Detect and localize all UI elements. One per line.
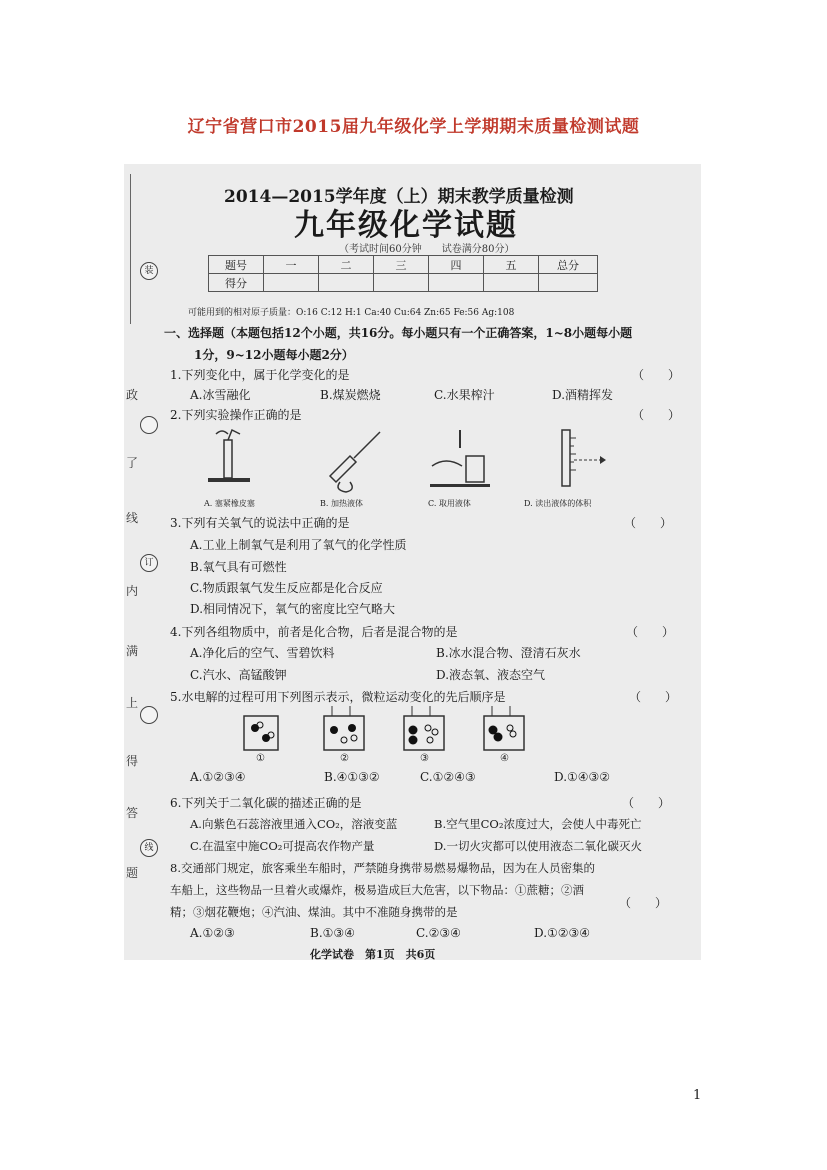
score-cell: 二 <box>319 256 374 274</box>
q5-label-2: ② <box>340 753 349 764</box>
apparatus-c-illustration <box>426 426 496 496</box>
q1-option-c: C.水果榨汁 <box>434 388 495 402</box>
apparatus-b-illustration <box>320 426 390 496</box>
q8-option-c: C.②③④ <box>416 926 461 940</box>
section-1-heading-cont: 1分，9~12小题每小题2分） <box>194 348 354 362</box>
q1-option-b: B.煤炭燃烧 <box>320 388 381 402</box>
margin-char: 得 <box>126 754 139 768</box>
binding-seal-3: 线 <box>140 839 158 857</box>
atomic-masses: 可能用到的相对原子质量：O:16 C:12 H:1 Ca:40 Cu:64 Zn:65 Fe:56 Ag:108 <box>188 308 515 318</box>
q2-caption-b: B. 加热液体 <box>320 499 363 508</box>
scanned-exam-image <box>124 164 701 960</box>
score-cell: 得分 <box>209 274 264 292</box>
score-cell: 三 <box>374 256 429 274</box>
q3-option-d: D.相同情况下，氧气的密度比空气略大 <box>190 602 396 616</box>
q5-stem: 5.水电解的过程可用下列图示表示，微粒运动变化的先后顺序是 <box>170 690 506 704</box>
score-cell <box>374 274 429 292</box>
score-table <box>208 255 598 292</box>
q1-option-a: A.冰雪融化 <box>190 388 251 402</box>
margin-char: 政 <box>126 388 139 402</box>
page-number: 1 <box>693 1088 702 1103</box>
q1-option-d: D.酒精挥发 <box>552 388 614 402</box>
binding-seal-1: 装 <box>140 262 158 280</box>
q5-diagram-4 <box>482 704 528 752</box>
exam-meta: （考试时间60分钟 试卷满分80分） <box>339 244 515 255</box>
score-cell <box>429 274 484 292</box>
q1-answer-paren: （ ） <box>632 368 681 382</box>
score-cell <box>319 274 374 292</box>
q6-option-a: A.向紫色石蕊溶液里通入CO₂，溶液变蓝 <box>190 817 398 831</box>
q2-caption-d: D. 读出液体的体积 <box>524 499 592 508</box>
q3-option-b: B.氧气具有可燃性 <box>190 560 287 574</box>
q2-caption-c: C. 取用液体 <box>428 499 471 508</box>
q5-option-c: C.①②④③ <box>420 770 476 784</box>
margin-char: 答 <box>126 806 139 820</box>
binding-seal-empty-1 <box>140 416 158 434</box>
score-cell <box>484 274 539 292</box>
score-cell: 题号 <box>209 256 264 274</box>
q4-option-a: A.净化后的空气、雪碧饮料 <box>190 646 335 660</box>
score-table-row <box>209 274 598 292</box>
q6-option-c: C.在温室中施CO₂可提高农作物产量 <box>190 839 375 853</box>
q5-diagram-1 <box>242 712 282 752</box>
q5-option-d: D.①④③② <box>554 770 611 784</box>
q8-stem-line-1: 8.交通部门规定，旅客乘坐车船时，严禁随身携带易燃易爆物品，因为在人员密集的 <box>170 861 595 875</box>
q5-diagram-2 <box>322 704 368 752</box>
margin-char: 题 <box>126 866 139 880</box>
q2-stem: 2.下列实验操作正确的是 <box>170 408 302 422</box>
q5-label-4: ④ <box>500 753 509 764</box>
margin-char: 线 <box>126 511 139 525</box>
apparatus-d-illustration <box>544 426 614 496</box>
score-cell: 总分 <box>539 256 598 274</box>
q1-stem: 1.下列变化中，属于化学变化的是 <box>170 368 350 382</box>
q5-diagram-3 <box>402 704 448 752</box>
score-cell <box>264 274 319 292</box>
q5-answer-paren: （ ） <box>629 690 678 704</box>
q3-option-c: C.物质跟氧气发生反应都是化合反应 <box>190 581 383 595</box>
exam-title: 九年级化学试题 <box>294 208 518 243</box>
section-1-heading: 一、选择题（本题包括12个小题，共16分。每小题只有一个正确答案，1~8小题每小题 <box>164 326 633 340</box>
q4-option-c: C.汽水、高锰酸钾 <box>190 668 287 682</box>
score-cell: 一 <box>264 256 319 274</box>
q8-stem-line-3: 精；③烟花鞭炮；④汽油、煤油。其中不准随身携带的是 <box>170 905 458 919</box>
q6-option-d: D.一切火灾都可以使用液态二氧化碳灭火 <box>434 839 642 853</box>
q5-option-b: B.④①③② <box>324 770 380 784</box>
q5-label-3: ③ <box>420 753 429 764</box>
binding-margin-line <box>130 174 131 324</box>
q2-answer-paren: （ ） <box>632 408 681 422</box>
score-cell <box>539 274 598 292</box>
binding-seal-empty-2 <box>140 706 158 724</box>
q3-option-a: A.工业上制氧气是利用了氧气的化学性质 <box>190 538 407 552</box>
q4-option-d: D.液态氧、液态空气 <box>436 668 546 682</box>
q8-option-b: B.①③④ <box>310 926 355 940</box>
q4-option-b: B.冰水混合物、澄清石灰水 <box>436 646 581 660</box>
q3-stem: 3.下列有关氧气的说法中正确的是 <box>170 516 350 530</box>
q6-option-b: B.空气里CO₂浓度过大，会使人中毒死亡 <box>434 817 642 831</box>
exam-footer: 化学试卷 第1页 共6页 <box>310 948 436 960</box>
q8-stem-line-2: 车船上，这些物品一旦着火或爆炸，极易造成巨大危害，以下物品：①蔗糖；②酒 <box>170 883 584 897</box>
margin-char: 了 <box>126 456 139 470</box>
score-cell: 五 <box>484 256 539 274</box>
q4-answer-paren: （ ） <box>626 625 675 639</box>
q8-option-a: A.①②③ <box>190 926 235 940</box>
q2-caption-a: A. 塞紧橡皮塞 <box>204 499 255 508</box>
margin-char: 上 <box>126 696 139 710</box>
score-cell: 四 <box>429 256 484 274</box>
q6-stem: 6.下列关于二氧化碳的描述正确的是 <box>170 796 362 810</box>
q5-option-a: A.①②③④ <box>190 770 246 784</box>
exam-header: 2014—2015学年度（上）期末教学质量检测 <box>224 187 574 207</box>
score-table-row <box>209 256 598 274</box>
margin-char: 满 <box>126 644 139 658</box>
q4-stem: 4.下列各组物质中，前者是化合物，后者是混合物的是 <box>170 625 458 639</box>
q3-answer-paren: （ ） <box>624 516 673 530</box>
margin-char: 内 <box>126 584 139 598</box>
q5-label-1: ① <box>256 753 265 764</box>
apparatus-a-illustration <box>202 426 262 496</box>
q6-answer-paren: （ ） <box>622 796 671 810</box>
q8-answer-paren: （ ） <box>619 896 668 910</box>
binding-seal-2: 订 <box>140 554 158 572</box>
document-title: 辽宁省营口市2015届九年级化学上学期期末质量检测试题 <box>187 117 640 137</box>
q8-option-d: D.①②③④ <box>534 926 591 940</box>
